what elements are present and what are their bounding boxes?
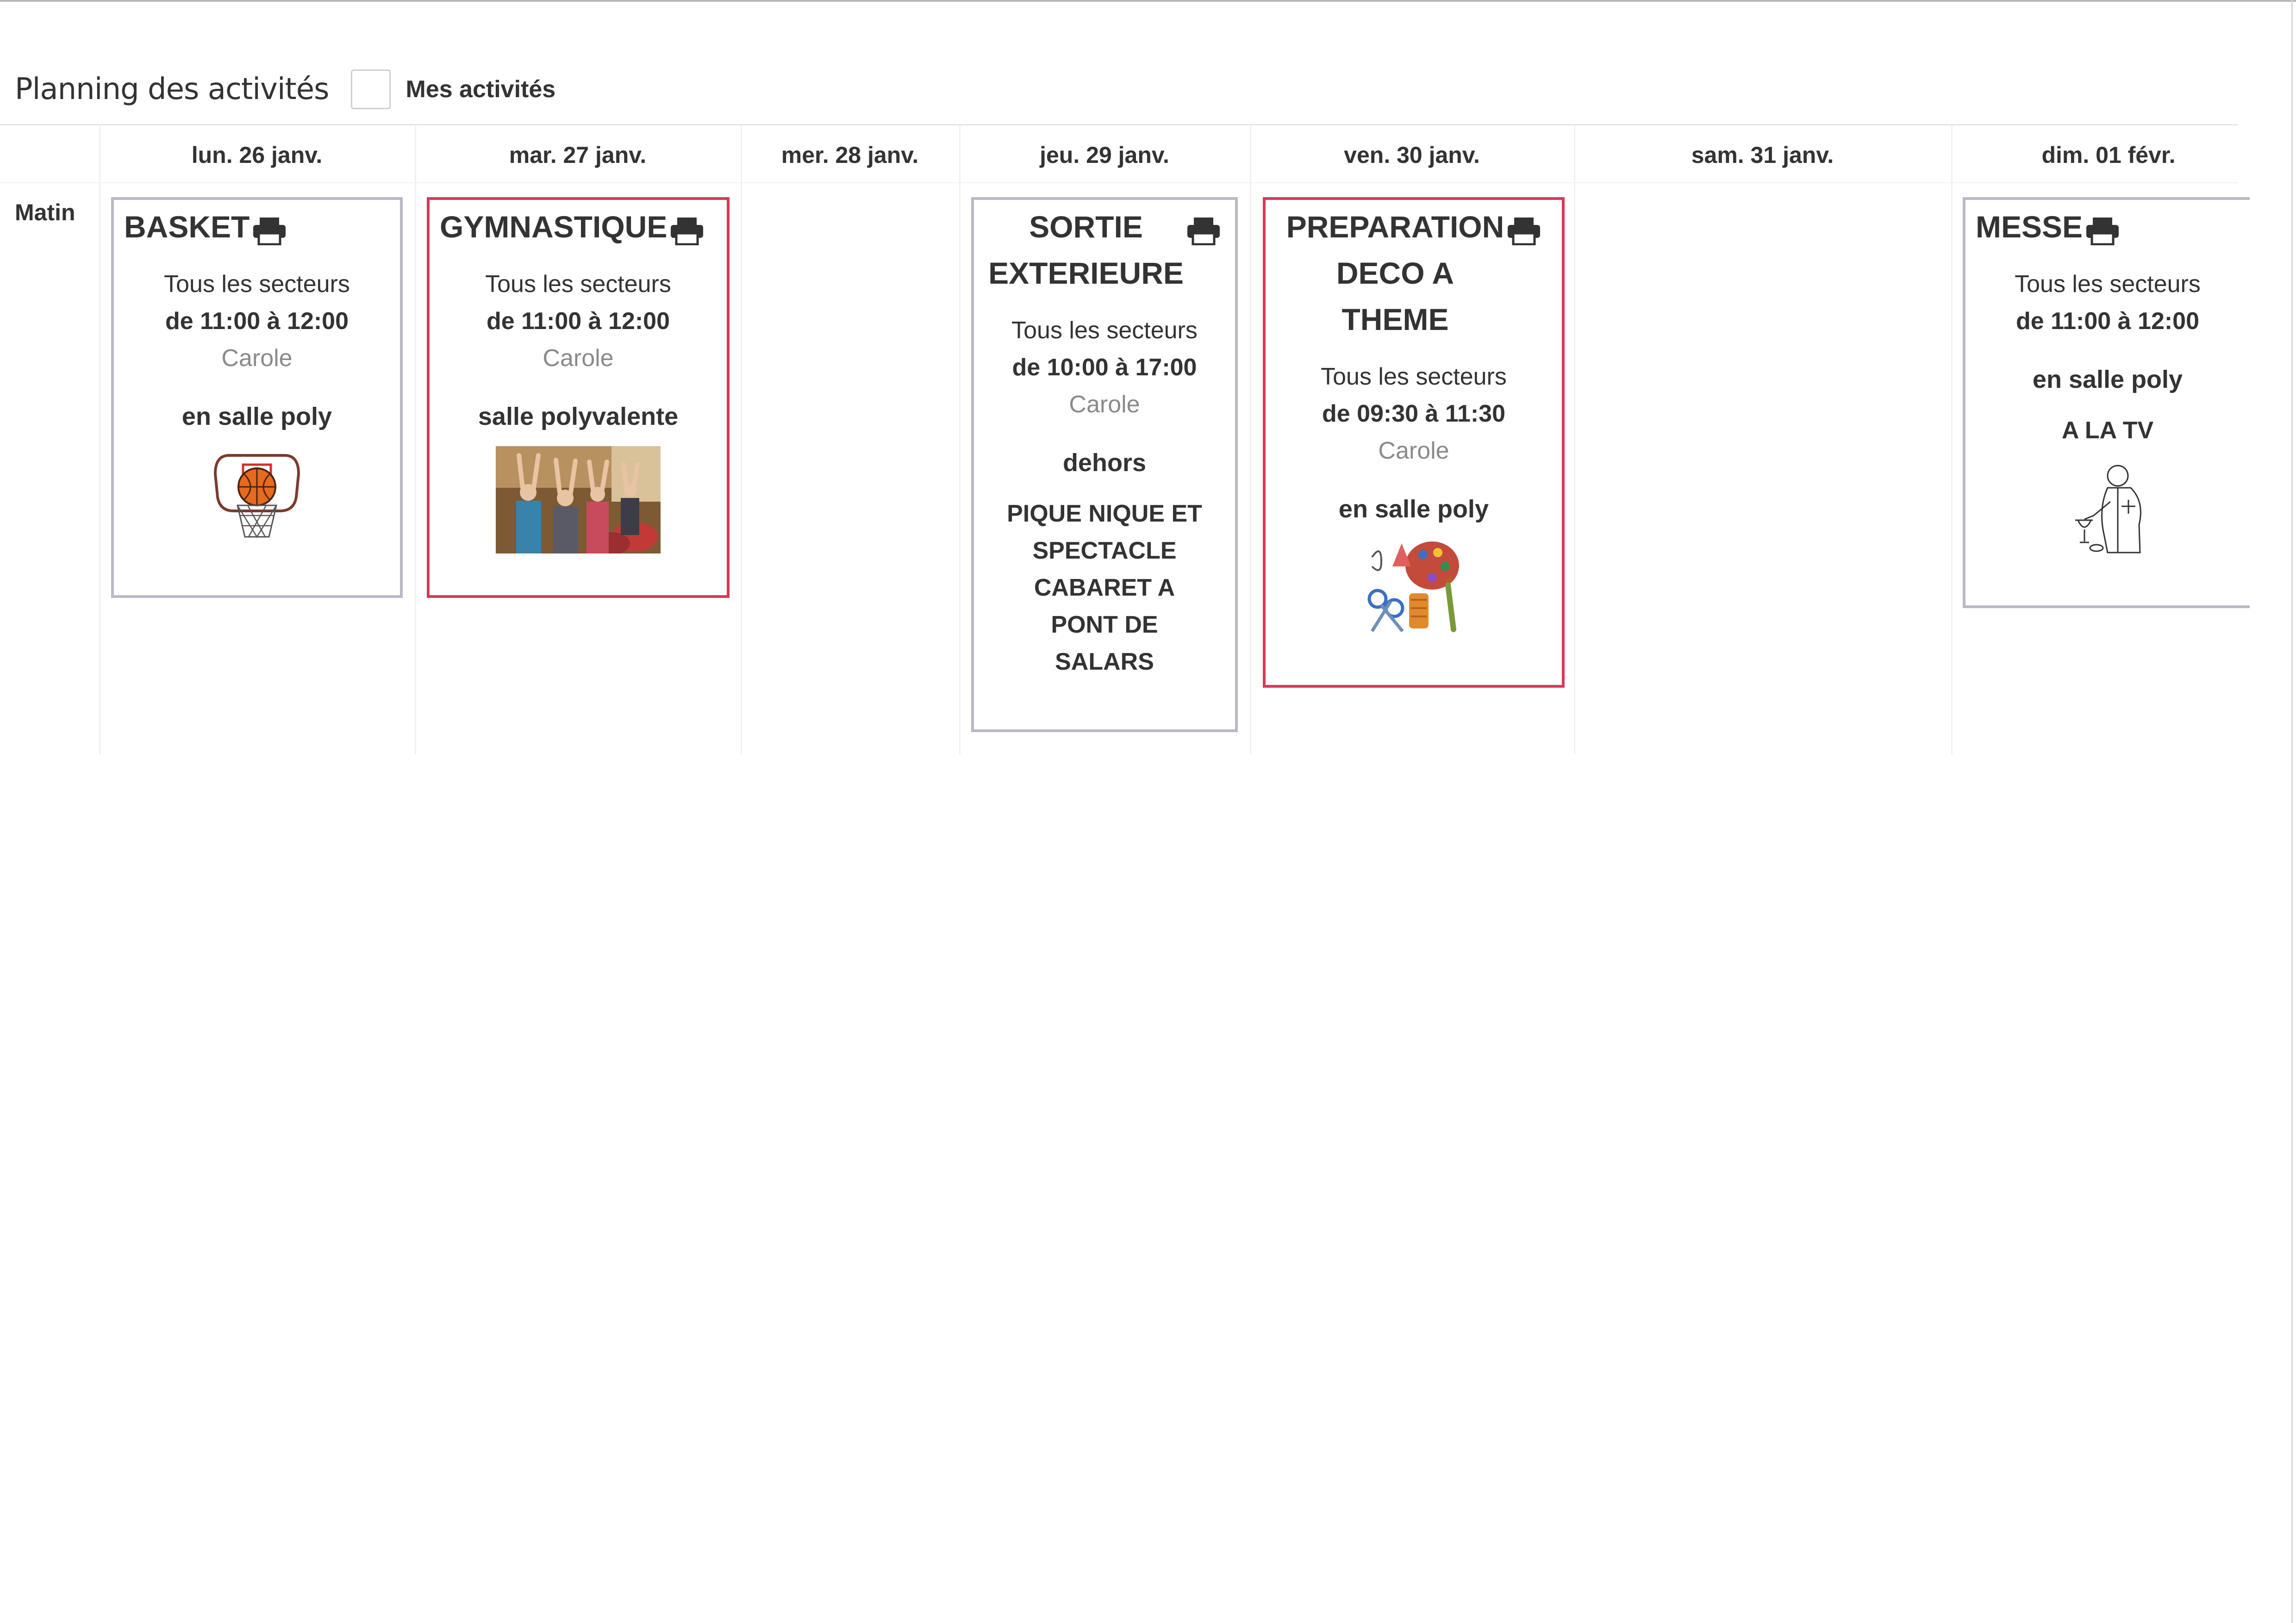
activity-title bbox=[988, 204, 1184, 296]
activity-title-line: THEME bbox=[1341, 302, 1449, 336]
activity-card-preparation-deco[interactable] bbox=[1263, 197, 1565, 688]
page-right-edge bbox=[2291, 0, 2293, 1623]
print-icon[interactable] bbox=[1186, 217, 1221, 245]
activity-person: Carole bbox=[543, 345, 614, 372]
slot-label-morning: Matin bbox=[15, 199, 75, 225]
day-header-friday: ven. 30 janv. bbox=[1344, 142, 1480, 168]
activity-sector: Tous les secteurs bbox=[485, 271, 671, 298]
activity-note-line: PONT DE bbox=[1051, 611, 1158, 638]
activity-card-basket[interactable] bbox=[111, 197, 403, 598]
column-divider bbox=[99, 126, 100, 754]
activity-sector: Tous les secteurs bbox=[164, 271, 350, 298]
column-divider bbox=[415, 126, 416, 754]
activity-title: MESSE bbox=[1976, 210, 2083, 244]
activity-title-line: SORTIE bbox=[1029, 210, 1143, 244]
print-icon[interactable] bbox=[1507, 217, 1541, 245]
column-divider bbox=[959, 126, 961, 754]
activity-person: Carole bbox=[221, 345, 293, 372]
activity-time: de 11:00 à 12:00 bbox=[165, 308, 349, 335]
print-icon[interactable] bbox=[2085, 217, 2120, 245]
day-header-thursday: jeu. 29 janv. bbox=[1040, 142, 1169, 168]
activity-time: de 11:00 à 12:00 bbox=[486, 308, 670, 335]
activity-title-line: DECO A bbox=[1336, 256, 1454, 290]
day-header-divider bbox=[0, 182, 2238, 183]
basketball-hoop-icon bbox=[211, 446, 303, 539]
activity-person: Carole bbox=[1378, 437, 1449, 464]
activity-card-messe[interactable] bbox=[1963, 197, 2250, 608]
activity-time: de 11:00 à 12:00 bbox=[2015, 308, 2200, 335]
activity-location: salle polyvalente bbox=[478, 403, 679, 430]
planning-toolbar bbox=[15, 68, 555, 110]
activity-title-line: PREPARATION bbox=[1286, 210, 1504, 244]
activity-note: A LA TV bbox=[2061, 417, 2154, 444]
activity-location: en salle poly bbox=[181, 403, 332, 430]
print-icon[interactable] bbox=[252, 217, 287, 245]
activity-sector: Tous les secteurs bbox=[1321, 363, 1507, 390]
day-header-monday: lun. 26 janv. bbox=[191, 142, 323, 168]
day-header-sunday: dim. 01 févr. bbox=[2041, 142, 2176, 168]
activity-location: en salle poly bbox=[1338, 495, 1489, 523]
column-divider bbox=[1574, 126, 1575, 754]
page-title: Planning des activités bbox=[15, 72, 329, 106]
activity-time: de 09:30 à 11:30 bbox=[1322, 400, 1506, 427]
day-header-saturday: sam. 31 janv. bbox=[1691, 142, 1834, 168]
day-header-tuesday: mar. 27 janv. bbox=[509, 142, 647, 168]
activity-card-gymnastique[interactable] bbox=[427, 197, 730, 598]
activity-title bbox=[1286, 204, 1504, 342]
my-activities-checkbox[interactable] bbox=[351, 69, 391, 109]
header-divider bbox=[0, 124, 2238, 125]
activity-card-sortie-exterieure[interactable] bbox=[971, 197, 1238, 732]
activity-sector: Tous les secteurs bbox=[1011, 317, 1198, 344]
activity-note bbox=[1007, 495, 1202, 680]
activity-title: BASKET bbox=[124, 210, 250, 244]
column-divider bbox=[741, 126, 742, 754]
my-activities-label[interactable]: Mes activités bbox=[406, 76, 556, 103]
page-top-edge bbox=[0, 0, 2296, 2]
activity-location: dehors bbox=[1062, 449, 1147, 477]
activity-note-line: PIQUE NIQUE ET bbox=[1007, 500, 1202, 527]
priest-icon bbox=[2066, 460, 2149, 562]
column-divider bbox=[1951, 126, 1953, 754]
activity-time: de 10:00 à 17:00 bbox=[1012, 354, 1197, 381]
print-icon[interactable] bbox=[670, 217, 704, 245]
craft-supplies-icon bbox=[1363, 539, 1465, 636]
column-divider bbox=[1250, 126, 1251, 754]
day-header-wednesday: mer. 28 janv. bbox=[781, 142, 919, 168]
week-grid bbox=[0, 126, 2238, 754]
activity-title-line: EXTERIEURE bbox=[988, 256, 1184, 290]
activity-note-line: SPECTACLE bbox=[1032, 537, 1177, 564]
activity-person: Carole bbox=[1069, 391, 1140, 418]
activity-note-line: SALARS bbox=[1055, 648, 1154, 675]
activity-sector: Tous les secteurs bbox=[2015, 271, 2201, 298]
activity-note-line: CABARET A bbox=[1034, 574, 1175, 601]
activity-location: en salle poly bbox=[2032, 366, 2183, 393]
activity-title: GYMNASTIQUE bbox=[440, 210, 668, 244]
gymnastics-photo bbox=[496, 446, 661, 553]
